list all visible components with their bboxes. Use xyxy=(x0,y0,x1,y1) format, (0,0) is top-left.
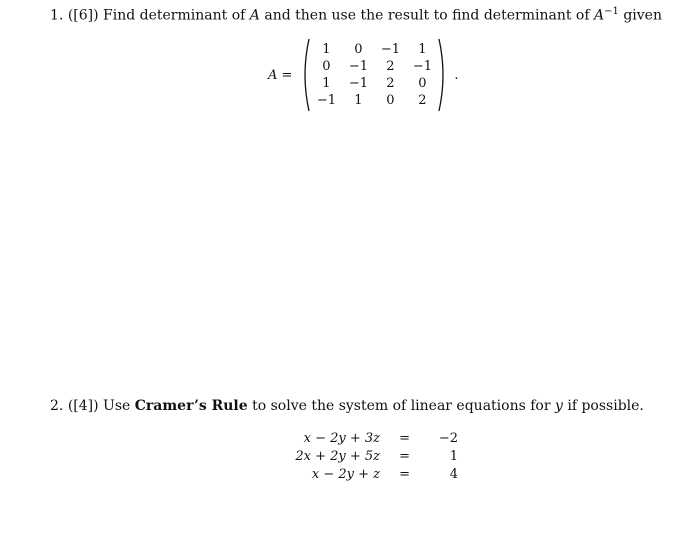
matrix-grid xyxy=(310,39,438,111)
matrix-cell: 1 xyxy=(418,42,427,57)
question-2-text-mid: to solve the system of linear equations for xyxy=(252,398,551,414)
equation-lhs: 2x + 2y + 5z xyxy=(295,449,380,464)
equation-row xyxy=(290,448,458,466)
question-2-points: ([4]) xyxy=(67,398,99,414)
right-paren-icon xyxy=(438,38,448,112)
matrix-cell: 0 xyxy=(354,42,363,57)
question-1-text-start: Find determinant of xyxy=(103,7,246,24)
question-1-text-mid: and then use the result to find determinant of xyxy=(264,7,590,24)
matrix-cell: 0 xyxy=(322,59,331,74)
variable-y: y xyxy=(554,398,563,414)
variable-a-inverse: A xyxy=(593,7,605,24)
question-2-text-start: Use xyxy=(103,398,131,414)
inverse-exponent: −1 xyxy=(604,6,619,17)
question-2-prompt xyxy=(50,398,644,414)
matrix-cell: 1 xyxy=(322,76,331,91)
equation-rhs: 1 xyxy=(449,449,458,464)
matrix-cell: 1 xyxy=(354,93,363,108)
matrix-cell: −1 xyxy=(316,93,336,108)
matrix-cell: −1 xyxy=(412,59,432,74)
matrix-cell: 2 xyxy=(418,93,427,108)
equation-equals: = xyxy=(399,431,410,446)
equation-lhs: x − 2y + 3z xyxy=(303,431,380,446)
question-1-text-end: given xyxy=(623,7,662,24)
question-1-points: ([6]) xyxy=(67,7,99,24)
matrix-cell: 2 xyxy=(386,59,395,74)
equation-equals: = xyxy=(399,467,410,482)
matrix-cell: −1 xyxy=(380,42,400,57)
question-1-prompt xyxy=(50,6,662,24)
matrix-terminator: . xyxy=(454,67,459,83)
matrix-cell: 0 xyxy=(386,93,395,108)
cramers-rule-label: Cramer’s Rule xyxy=(134,398,248,414)
matrix-cell: −1 xyxy=(348,59,368,74)
matrix-a xyxy=(268,38,459,112)
question-1-number: 1. xyxy=(50,7,64,24)
left-paren-icon xyxy=(300,38,310,112)
equation-row xyxy=(290,466,458,484)
matrix-cell: 1 xyxy=(322,42,331,57)
equation-rhs: 4 xyxy=(449,467,458,482)
equation-row xyxy=(290,430,458,448)
linear-system xyxy=(290,430,458,484)
question-2-number: 2. xyxy=(50,398,64,414)
matrix-cell: 2 xyxy=(386,76,395,91)
matrix-cell: 0 xyxy=(418,76,427,91)
equation-lhs: x − 2y + z xyxy=(311,467,380,482)
question-2-text-end: if possible. xyxy=(567,398,644,414)
equation-rhs: −2 xyxy=(438,431,458,446)
matrix-cell: −1 xyxy=(348,76,368,91)
variable-a: A xyxy=(249,7,260,24)
equation-equals: = xyxy=(399,449,410,464)
matrix-label: A = xyxy=(268,67,293,83)
